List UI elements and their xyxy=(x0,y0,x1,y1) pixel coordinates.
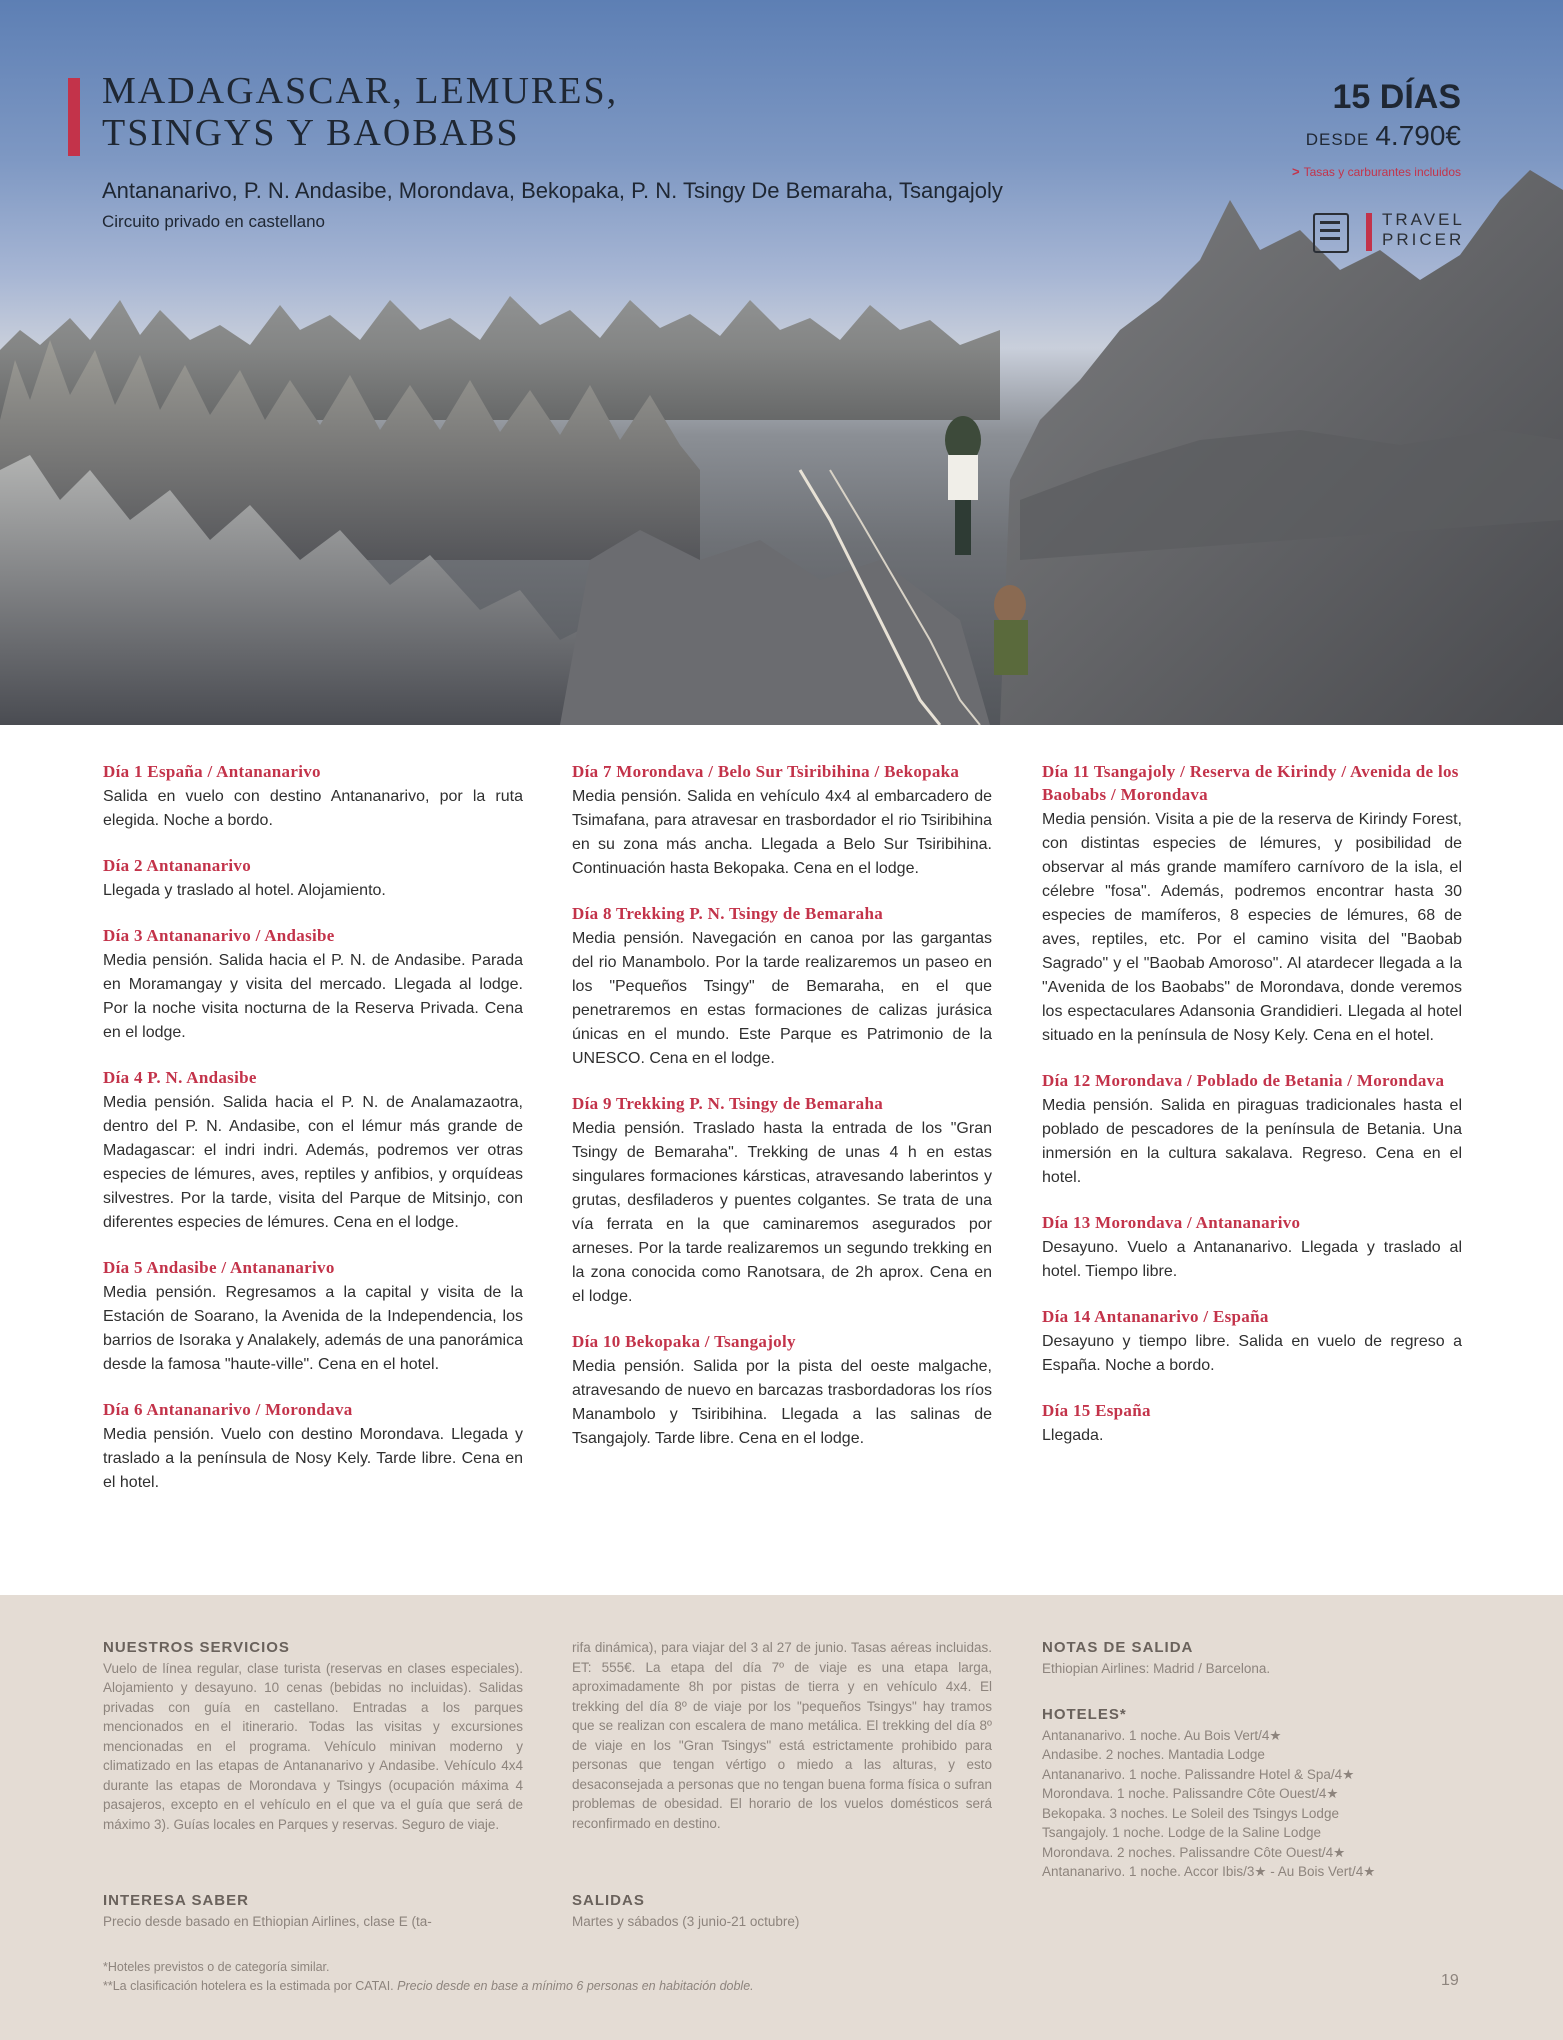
hero-image xyxy=(0,0,1563,725)
day-title: Día 14 Antananarivo / España xyxy=(1042,1307,1269,1326)
day-text: Llegada. xyxy=(1042,1427,1104,1444)
itinerary-column-3 xyxy=(1042,760,1462,1469)
hotel-item: Morondava. 1 noche. Palissandre Côte Ouest/4★ xyxy=(1042,1786,1339,1801)
day-3 xyxy=(103,924,523,1045)
trip-duration: 15 DÍAS xyxy=(1332,78,1461,116)
departure-notes-text: Ethiopian Airlines: Madrid / Barcelona. xyxy=(1042,1660,1271,1676)
travel-pricer-line-1: TRAVEL xyxy=(1382,210,1465,229)
day-title: Día 12 Morondava / Poblado de Betania / Morondava xyxy=(1042,1071,1445,1090)
footnote-classification-text: **La clasificación hotelera es la estimada por CATAI. xyxy=(103,1979,394,1993)
hotels-heading: HOTELES* xyxy=(1042,1706,1127,1723)
itinerary-column-2 xyxy=(572,760,992,1472)
day-text: Media pensión. Salida en vehículo 4x4 al embarcadero de Tsimafana, para atravesar en trasbordador el rio Tsiribihina en su zona más ancha. Llegada a Belo Sur Tsiribihina. Continuación hasta Bekopaka. Cena en el lodge. xyxy=(572,788,992,877)
day-13 xyxy=(1042,1211,1462,1284)
departure-notes-section xyxy=(1042,1638,1462,1678)
day-10 xyxy=(572,1330,992,1451)
day-text: Desayuno. Vuelo a Antananarivo. Llegada y traslado al hotel. Tiempo libre. xyxy=(1042,1239,1462,1280)
price-prefix: DESDE xyxy=(1305,130,1370,149)
day-12 xyxy=(1042,1069,1462,1190)
day-text: Llegada y traslado al hotel. Alojamiento. xyxy=(103,882,386,899)
day-text: Media pensión. Salida hacia el P. N. de Andasibe. Parada en Moramangay y visita del mercado. Llegada al lodge. Por la noche visita nocturna de la Reserva Privada. Cena en el lodge. xyxy=(103,952,523,1041)
good-to-know-text: Precio desde basado en Ethiopian Airlines, clase E (ta- xyxy=(103,1913,432,1929)
good-to-know-continued-text: rifa dinámica), para viajar del 3 al 27 de junio. Tasas aéreas incluidas. ET: 555€. La etapa del día 7º de viaje es una etapa larga, aproximadamente 8h por pistas de tierra y en vehículo 4x4. El trekking del día 8º de viaje por los "pequeños Tsingys" hay tramos que se realizan con escalera de mano metálica. El trekking del día 8º de viaje en los "Gran Tsingys" está estrictamente prohibido para personas que tengan vértigo o miedo a las alturas, y esto desaconsejada a personas que no tengan buena forma física o sufran problemas de obesidad. El horario de los vuelos domésticos será reconfirmado en destino. xyxy=(572,1640,992,1831)
price-amount: 4.790€ xyxy=(1375,120,1461,151)
day-title: Día 10 Bekopaka / Tsangajoly xyxy=(572,1332,796,1351)
day-1 xyxy=(103,760,523,833)
day-text: Media pensión. Vuelo con destino Morondava. Llegada y traslado a la península de Nosy Kely. Tarde libre. Cena en el hotel. xyxy=(103,1426,523,1491)
travel-pricer-logo xyxy=(1382,210,1465,250)
good-to-know-section xyxy=(103,1891,523,1931)
services-heading: NUESTROS SERVICIOS xyxy=(103,1639,290,1656)
day-text: Media pensión. Navegación en canoa por las gargantas del rio Manambolo. Por la tarde realizaremos un paseo en los "Pequeños Tsingy" de Bemaraha, en el que penetraremos en estas formaciones de calizas jurásica únicas en el mundo. Este Parque es Patrimonio de la UNESCO. Cena en el lodge. xyxy=(572,930,992,1067)
hotels-section xyxy=(1042,1705,1462,1882)
day-title: Día 5 Andasibe / Antananarivo xyxy=(103,1258,335,1277)
day-title: Día 7 Morondava / Belo Sur Tsiribihina / Bekopaka xyxy=(572,762,960,781)
taxes-note xyxy=(1292,164,1461,179)
day-9 xyxy=(572,1092,992,1309)
day-title: Día 15 España xyxy=(1042,1401,1151,1420)
footnote-classification xyxy=(103,1979,754,1993)
services-section xyxy=(103,1638,523,1834)
day-title: Día 9 Trekking P. N. Tsingy de Bemaraha xyxy=(572,1094,884,1113)
day-text: Salida en vuelo con destino Antananarivo, por la ruta elegida. Noche a bordo. xyxy=(103,788,523,829)
day-text: Media pensión. Salida hacia el P. N. de Analamazaotra, dentro del P. N. Andasibe, con el lémur más grande de Madagascar: el indri indri. Además, podremos ver otras especies de lémures, aves, reptiles y anfibios, y orquídeas silvestres. Por la tarde, visita del Parque de Mitsinjo, con diferentes especies de lémures. Cena en el lodge. xyxy=(103,1094,523,1231)
hotel-item: Antananarivo. 1 noche. Au Bois Vert/4★ xyxy=(1042,1727,1282,1743)
day-7 xyxy=(572,760,992,881)
day-title: Día 2 Antananarivo xyxy=(103,856,252,875)
day-title: Día 6 Antananarivo / Morondava xyxy=(103,1400,353,1419)
footnote-price-basis: Precio desde en base a mínimo 6 personas en habitación doble. xyxy=(397,1979,754,1993)
hotel-item: Tsangajoly. 1 noche. Lodge de la Saline Lodge xyxy=(1042,1825,1321,1840)
day-4 xyxy=(103,1066,523,1235)
day-5 xyxy=(103,1256,523,1377)
day-text: Media pensión. Traslado hasta la entrada de los "Gran Tsingy de Bemaraha". Trekking de unas 4 h en estas singulares formaciones kársticas, atravesando laberintos y grutas, desfiladeros y puentes colgantes. Se trata de una vía ferrata en la que caminaremos asegurados por arneses. Por la tarde realizaremos un segundo trekking en la zona conocida como Ranotsara, de 2h aprox. Cena en el lodge. xyxy=(572,1120,992,1305)
footnote-hotels: *Hoteles previstos o de categoría similar. xyxy=(103,1960,330,1974)
good-to-know-heading: INTERESA SABER xyxy=(103,1892,249,1909)
day-text: Media pensión. Visita a pie de la reserva de Kirindy Forest, con distintas especies de lémures, y posibilidad de observar al más grande mamífero carnívoro de la isla, el célebre "fosa". Además, podremos encontrar hasta 30 especies de mamíferos, 8 especies de lémures, 68 de aves, reptiles, etc. Por el camino visita del "Baobab Sagrado" y el "Baobab Amoroso". Al atardecer llegada a la "Avenida de los Baobabs" de Morondava, donde veremos los espectaculares Adansonia Grandidieri. Llegada al hotel situado en la península de Nosy Kely. Cena en el hotel. xyxy=(1042,811,1462,1044)
page-title xyxy=(102,70,618,154)
day-title: Día 3 Antananarivo / Andasibe xyxy=(103,926,335,945)
route: Antananarivo, P. N. Andasibe, Morondava, Bekopaka, P. N. Tsingy De Bemaraha, Tsangajoly xyxy=(102,178,1003,203)
day-text: Desayuno y tiempo libre. Salida en vuelo de regreso a España. Noche a bordo. xyxy=(1042,1333,1462,1374)
day-2 xyxy=(103,854,523,903)
good-to-know-continued xyxy=(572,1638,992,1833)
travel-pricer-line-2: PRICER xyxy=(1382,230,1465,249)
day-title: Día 4 P. N. Andasibe xyxy=(103,1068,257,1087)
day-title: Día 11 Tsangajoly / Reserva de Kirindy / Avenida de los Baobabs / Morondava xyxy=(1042,762,1459,804)
day-11 xyxy=(1042,760,1462,1048)
circuit-type: Circuito privado en castellano xyxy=(102,212,326,231)
hotel-item: Morondava. 2 noches. Palissandre Côte Ouest/4★ xyxy=(1042,1844,1346,1860)
day-6 xyxy=(103,1398,523,1495)
title-line-1: MADAGASCAR, LEMURES, xyxy=(102,70,619,112)
hotel-item: Bekopaka. 3 noches. Le Soleil des Tsingys Lodge xyxy=(1042,1805,1339,1821)
departures-text: Martes y sábados (3 junio-21 octubre) xyxy=(572,1913,800,1929)
page-number: 19 xyxy=(1441,1972,1459,1989)
departures-section xyxy=(572,1891,992,1931)
day-title: Día 8 Trekking P. N. Tsingy de Bemaraha xyxy=(572,904,884,923)
title-line-2: TSINGYS Y BAOBABS xyxy=(102,112,520,154)
itinerary-column-1 xyxy=(103,760,523,1516)
day-title: Día 13 Morondava / Antananarivo xyxy=(1042,1213,1301,1232)
price xyxy=(1306,120,1461,152)
title-accent-bar xyxy=(68,78,80,156)
hotel-item: Antananarivo. 1 noche. Palissandre Hotel & Spa/4★ xyxy=(1042,1766,1355,1782)
hotel-item: Andasibe. 2 noches. Mantadia Lodge xyxy=(1042,1747,1265,1762)
hotel-item: Antananarivo. 1 noche. Accor Ibis/3★ - Au Bois Vert/4★ xyxy=(1042,1864,1376,1879)
day-title: Día 1 España / Antananarivo xyxy=(103,762,321,781)
day-14 xyxy=(1042,1305,1462,1378)
travel-pricer-accent xyxy=(1366,213,1372,251)
day-text: Media pensión. Salida por la pista del oeste malgache, atravesando de nuevo en barcazas trasbordadoras los ríos Manambolo y Tsiribihina. Llegada a las salinas de Tsangajoly. Tarde libre. Cena en el lodge. xyxy=(572,1358,992,1447)
calculator-icon xyxy=(1313,213,1349,253)
day-text: Media pensión. Regresamos a la capital y visita de la Estación de Soarano, la Avenida de la Independencia, los barrios de Isoraka y Analakely, además de una panorámica desde la famosa "haute-ville". Cena en el hotel. xyxy=(103,1284,523,1373)
departures-heading: SALIDAS xyxy=(572,1892,645,1909)
chevron-right-icon: > xyxy=(1291,164,1300,179)
taxes-text: Tasas y carburantes incluidos xyxy=(1303,165,1461,179)
day-8 xyxy=(572,902,992,1071)
day-text: Media pensión. Salida en piraguas tradicionales hasta el poblado de pescadores de la península de Betania. Una inmersión en la cultura sakalava. Regreso. Cena en el hotel. xyxy=(1042,1097,1462,1186)
day-15 xyxy=(1042,1399,1462,1448)
services-text: Vuelo de línea regular, clase turista (reservas en clases especiales). Alojamiento y desayuno. 10 cenas (bebidas no incluidas). Salidas privadas con guía en castellano. Entradas a los parques mencionados en el itinerario. Todas las visitas y excursiones mencionadas en el programa. Vehículo minivan moderno y climatizado en las etapas de Antananarivo y Andasibe. Vehículo 4x4 durante las etapas de Morondava y Tsingys (ocupación máxima 4 pasajeros, excepto en el vehículo en el que va el guía que será de máximo 3). Guías locales en Parques y reservas. Seguro de viaje. xyxy=(103,1660,523,1832)
departure-notes-heading: NOTAS DE SALIDA xyxy=(1042,1639,1194,1656)
